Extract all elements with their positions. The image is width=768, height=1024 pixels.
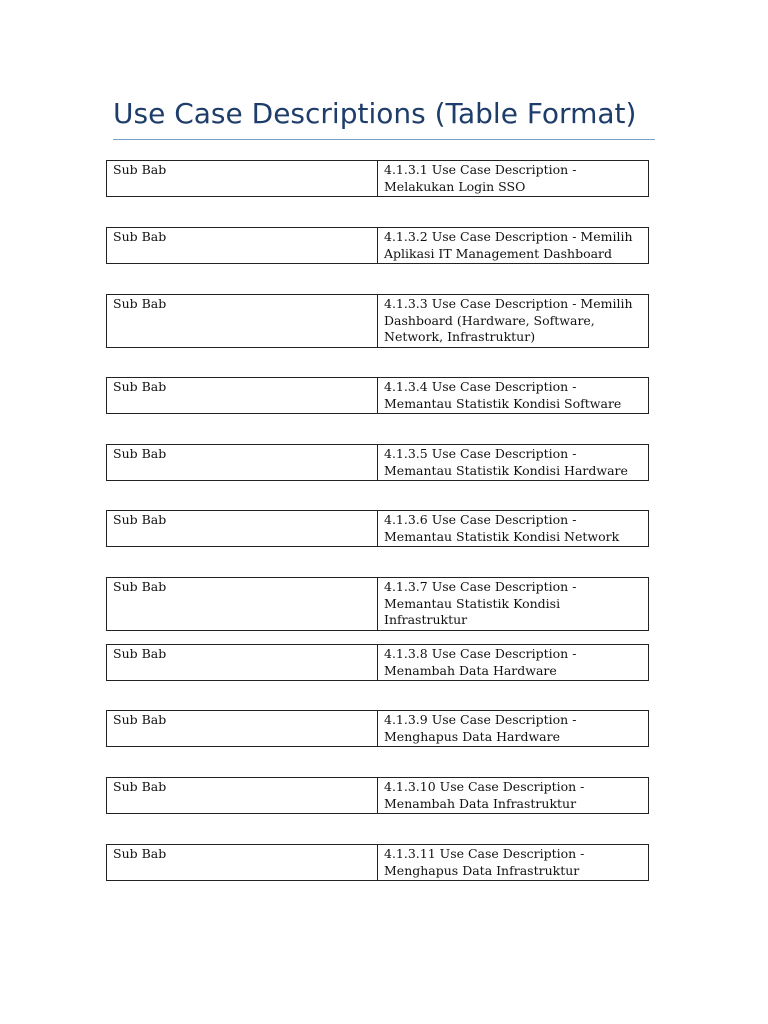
table-cell-label: Sub Bab [107,778,378,814]
table-row [107,578,649,631]
table-row [107,378,649,414]
table-row [107,445,649,481]
table-cell-label: Sub Bab [107,161,378,197]
table-cell-description: 4.1.3.9 Use Case Description - Menghapus Data Hardware [378,711,649,747]
table-row [107,845,649,881]
table-cell-description: 4.1.3.7 Use Case Description - Memantau Statistik Kondisi Infrastruktur [378,578,649,631]
table-cell-description: 4.1.3.2 Use Case Description - Memilih Aplikasi IT Management Dashboard [378,228,649,264]
table-cell-description: 4.1.3.5 Use Case Description - Memantau Statistik Kondisi Hardware [378,445,649,481]
use-case-table-3 [106,294,649,348]
table-cell-label: Sub Bab [107,228,378,264]
table-row [107,295,649,348]
title-underline [113,139,655,140]
table-cell-label: Sub Bab [107,645,378,681]
table-cell-description: 4.1.3.8 Use Case Description - Menambah Data Hardware [378,645,649,681]
table-cell-description: 4.1.3.4 Use Case Description - Memantau Statistik Kondisi Software [378,378,649,414]
use-case-table-2 [106,227,649,264]
use-case-table-9 [106,710,649,747]
table-cell-description: 4.1.3.11 Use Case Description - Menghapus Data Infrastruktur [378,845,649,881]
use-case-table-6 [106,510,649,547]
table-row [107,161,649,197]
table-cell-label: Sub Bab [107,845,378,881]
table-cell-label: Sub Bab [107,578,378,631]
use-case-table-1 [106,160,649,197]
table-cell-description: 4.1.3.10 Use Case Description - Menambah Data Infrastruktur [378,778,649,814]
table-cell-label: Sub Bab [107,295,378,348]
table-cell-label: Sub Bab [107,378,378,414]
use-case-table-4 [106,377,649,414]
table-cell-label: Sub Bab [107,445,378,481]
table-cell-label: Sub Bab [107,511,378,547]
page-title: Use Case Descriptions (Table Format) [113,97,637,130]
table-row [107,511,649,547]
table-row [107,778,649,814]
table-row [107,228,649,264]
table-row [107,711,649,747]
use-case-table-10 [106,777,649,814]
use-case-table-11 [106,844,649,881]
table-cell-label: Sub Bab [107,711,378,747]
table-cell-description: 4.1.3.1 Use Case Description - Melakukan Login SSO [378,161,649,197]
use-case-table-5 [106,444,649,481]
table-row [107,645,649,681]
table-cell-description: 4.1.3.6 Use Case Description - Memantau Statistik Kondisi Network [378,511,649,547]
table-cell-description: 4.1.3.3 Use Case Description - Memilih Dashboard (Hardware, Software, Network, Infrastruktur) [378,295,649,348]
use-case-table-7 [106,577,649,631]
use-case-table-8 [106,644,649,681]
